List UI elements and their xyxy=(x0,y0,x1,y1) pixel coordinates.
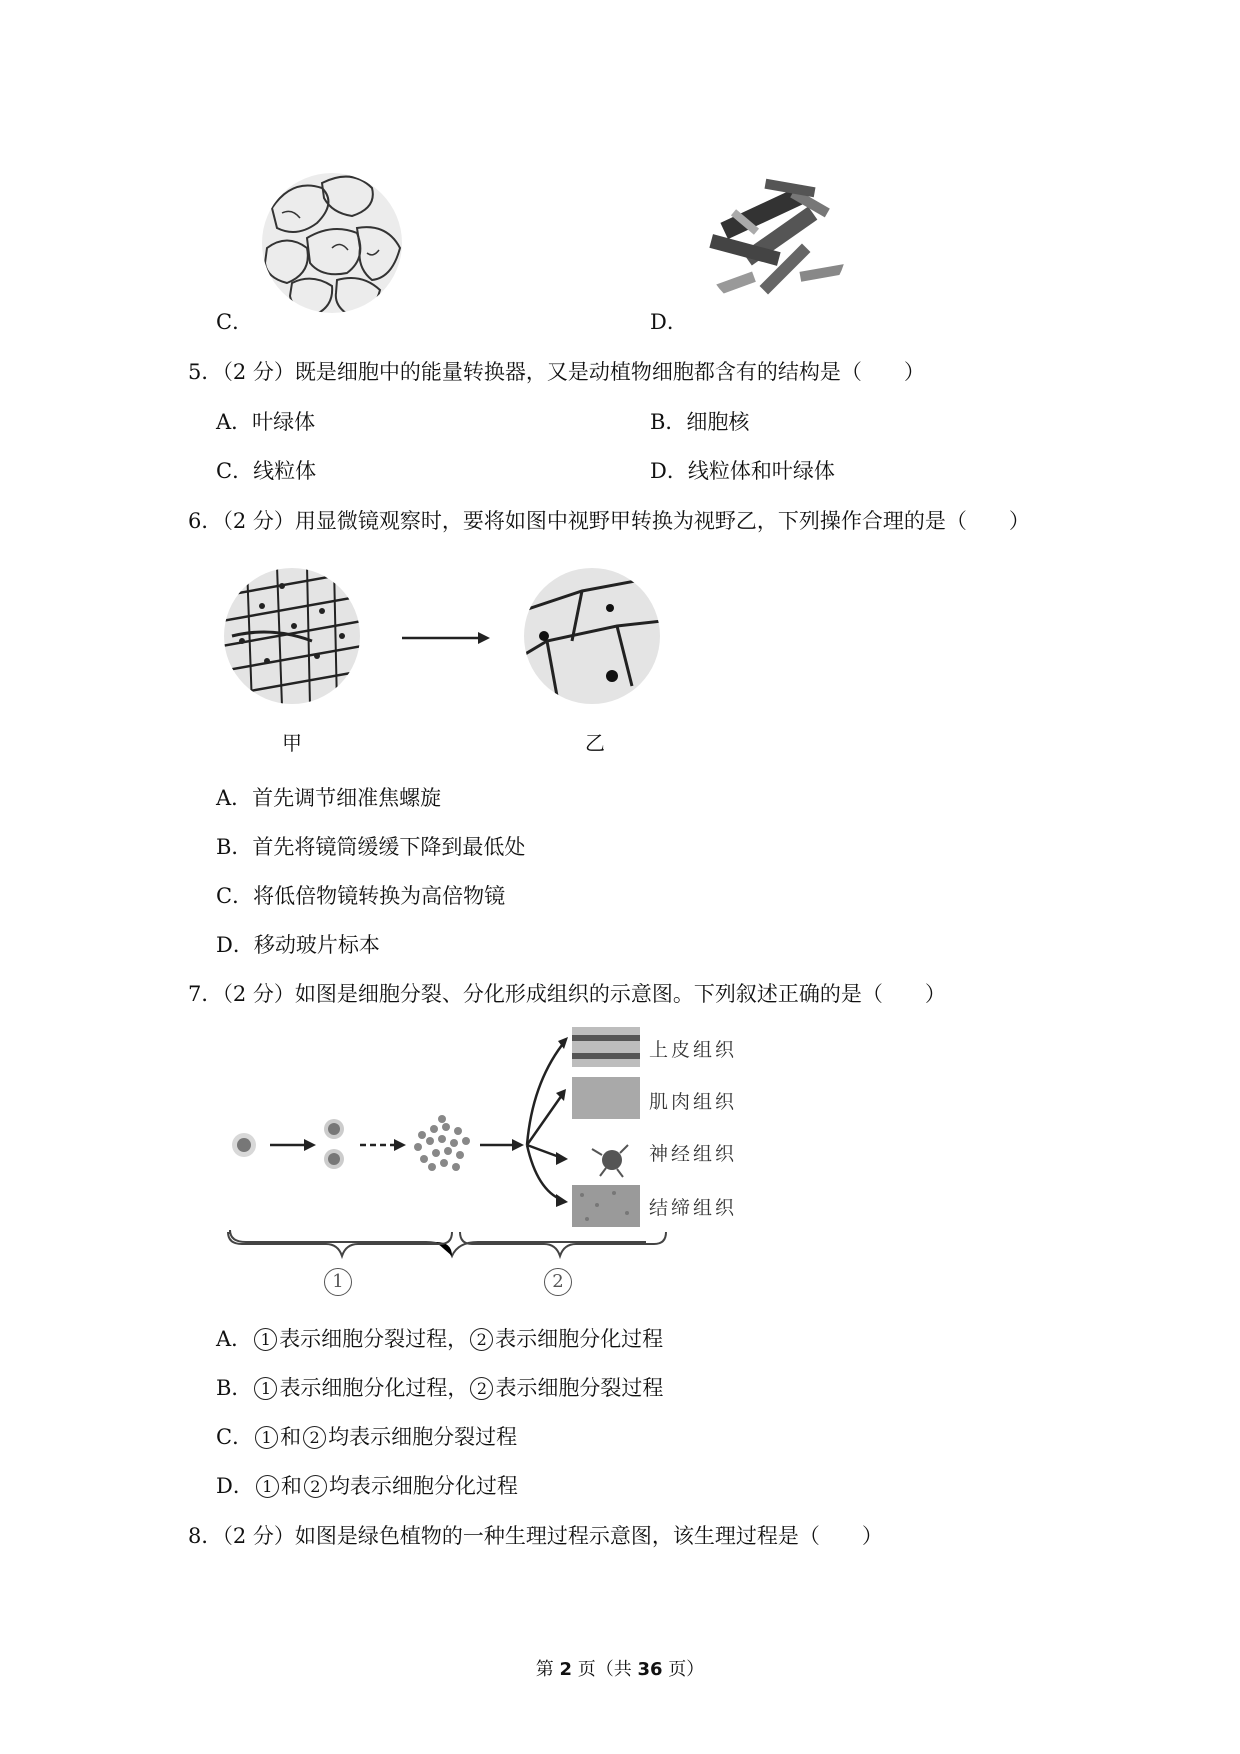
tissue-label-connective: 结缔组织 xyxy=(649,1197,738,1219)
view-yi-figure xyxy=(522,566,662,706)
q6-option-b[interactable]: B．首先将镜筒缓缓下降到最低处 xyxy=(216,835,526,859)
view-jia-label: 甲 xyxy=(282,731,302,755)
q5-option-d[interactable]: D．线粒体和叶绿体 xyxy=(650,459,835,483)
tissue-label-nerve: 神经组织 xyxy=(649,1143,738,1165)
q7-option-d[interactable]: D． 1 和 2 均表示细胞分化过程 xyxy=(216,1474,518,1498)
q5-stem: 5．（2 分）既是细胞中的能量转换器，又是动植物细胞都含有的结构是（ ） xyxy=(188,360,925,384)
q7-option-c[interactable]: C． 1 和 2 均表示细胞分裂过程 xyxy=(216,1425,518,1449)
q4-option-d-label[interactable]: D． xyxy=(650,310,688,334)
brace-1-number: 1 xyxy=(322,1268,354,1296)
q5-option-a[interactable]: A．叶绿体 xyxy=(216,410,316,434)
micrograph-c xyxy=(262,168,402,318)
q6-stem: 6．（2 分）用显微镜观察时，要将如图中视野甲转换为视野乙，下列操作合理的是（ ） xyxy=(188,509,1030,533)
page-footer: 第 2 页（共 36 页） xyxy=(535,1659,705,1680)
view-transition-arrow xyxy=(400,628,490,648)
q7-stem: 7．（2 分）如图是细胞分裂、分化形成组织的示意图。下列叙述正确的是（ ） xyxy=(188,982,946,1006)
tissue-label-muscle: 肌肉组织 xyxy=(649,1091,738,1113)
q4-option-c-label[interactable]: C． xyxy=(216,310,254,334)
q6-option-d[interactable]: D．移动玻片标本 xyxy=(216,933,380,957)
brace-2-number: 2 xyxy=(542,1268,574,1296)
q7-option-b[interactable]: B． 1 表示细胞分化过程， 2 表示细胞分裂过程 xyxy=(216,1376,664,1400)
view-yi-label: 乙 xyxy=(585,731,605,755)
q5-option-c[interactable]: C．线粒体 xyxy=(216,459,317,483)
view-jia-figure xyxy=(222,566,362,706)
q8-stem: 8．（2 分）如图是绿色植物的一种生理过程示意图，该生理过程是（ ） xyxy=(188,1524,883,1548)
micrograph-d xyxy=(700,168,850,318)
q6-option-c[interactable]: C．将低倍物镜转换为高倍物镜 xyxy=(216,884,506,908)
tissue-label-epithelial: 上皮组织 xyxy=(649,1039,738,1061)
q7-option-a[interactable]: A． 1 表示细胞分裂过程， 2 表示细胞分化过程 xyxy=(216,1327,664,1351)
brace-1-split xyxy=(226,1228,686,1268)
q5-option-b[interactable]: B．细胞核 xyxy=(650,410,750,434)
q6-option-a[interactable]: A．首先调节细准焦螺旋 xyxy=(216,786,442,810)
